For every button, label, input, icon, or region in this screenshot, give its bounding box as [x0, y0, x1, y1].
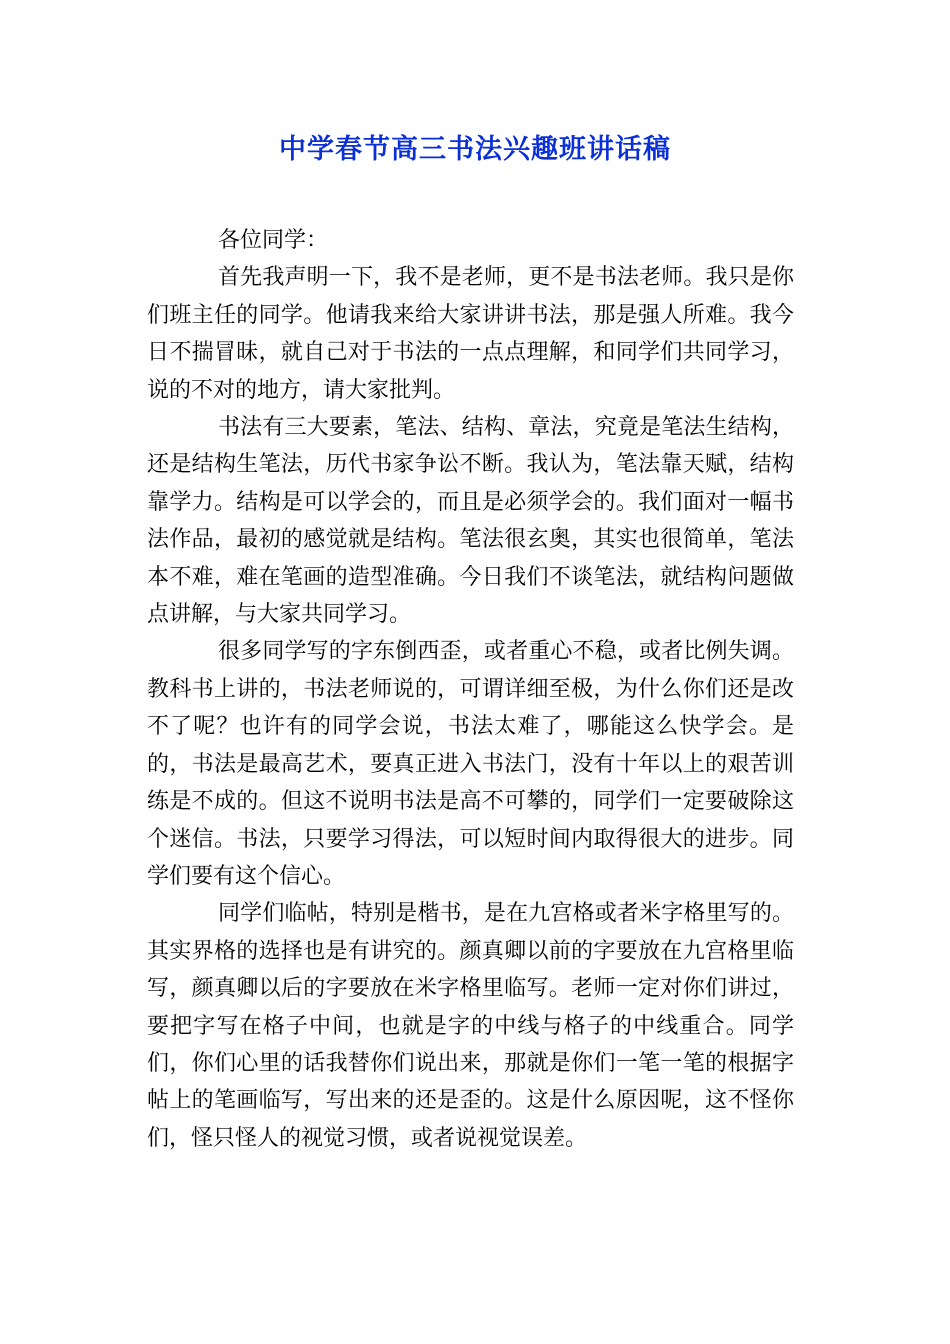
paragraph: 同学们临帖，特别是楷书，是在九宫格或者米字格里写的。其实界格的选择也是有讲究的。颜真卿以前的字要放在九宫格里临写，颜真卿以后的字要放在米字格里临写。老师一定对你们讲过，要把字写在格子中间，也就是字的中线与格子的中线重合。同学们，你们心里的话我替你们说出来，那就是你们一笔一笔的根据字帖上的笔画临写，写出来的还是歪的。这是什么原因呢，这不怪你们，怪只怪人的视觉习惯，或者说视觉误差。 — [147, 901, 794, 1151]
paragraph: 很多同学写的字东倒西歪，或者重心不稳，或者比例失调。教科书上讲的，书法老师说的，可谓详细至极，为什么你们还是改不了呢？也许有的同学会说，书法太难了，哪能这么快学会。是的，书法是最高艺术，要真正进入书法门，没有十年以上的艰苦训练是不成的。但这不说明书法是高不可攀的，同学们一定要破除这个迷信。书法，只要学习得法，可以短时间内取得很大的进步。同学们要有这个信心。 — [147, 639, 794, 889]
document-body — [147, 222, 794, 1157]
paragraph: 书法有三大要素，笔法、结构、章法，究竟是笔法生结构，还是结构生笔法，历代书家争讼不断。我认为，笔法靠天赋，结构靠学力。结构是可以学会的，而且是必须学会的。我们面对一幅书法作品，最初的感觉就是结构。笔法很玄奥，其实也很简单，笔法本不难，难在笔画的造型准确。今日我们不谈笔法，就结构问题做点讲解，与大家共同学习。 — [147, 415, 794, 628]
document-title: 中学春节高三书法兴趣班讲话稿 — [279, 134, 671, 165]
paragraph: 首先我声明一下，我不是老师，更不是书法老师。我只是你们班主任的同学。他请我来给大家讲讲书法，那是强人所难。我今日不揣冒昧，就自己对于书法的一点点理解，和同学们共同学习，说的不对的地方，请大家批判。 — [147, 265, 794, 403]
salutation: 各位同学： — [218, 228, 329, 253]
